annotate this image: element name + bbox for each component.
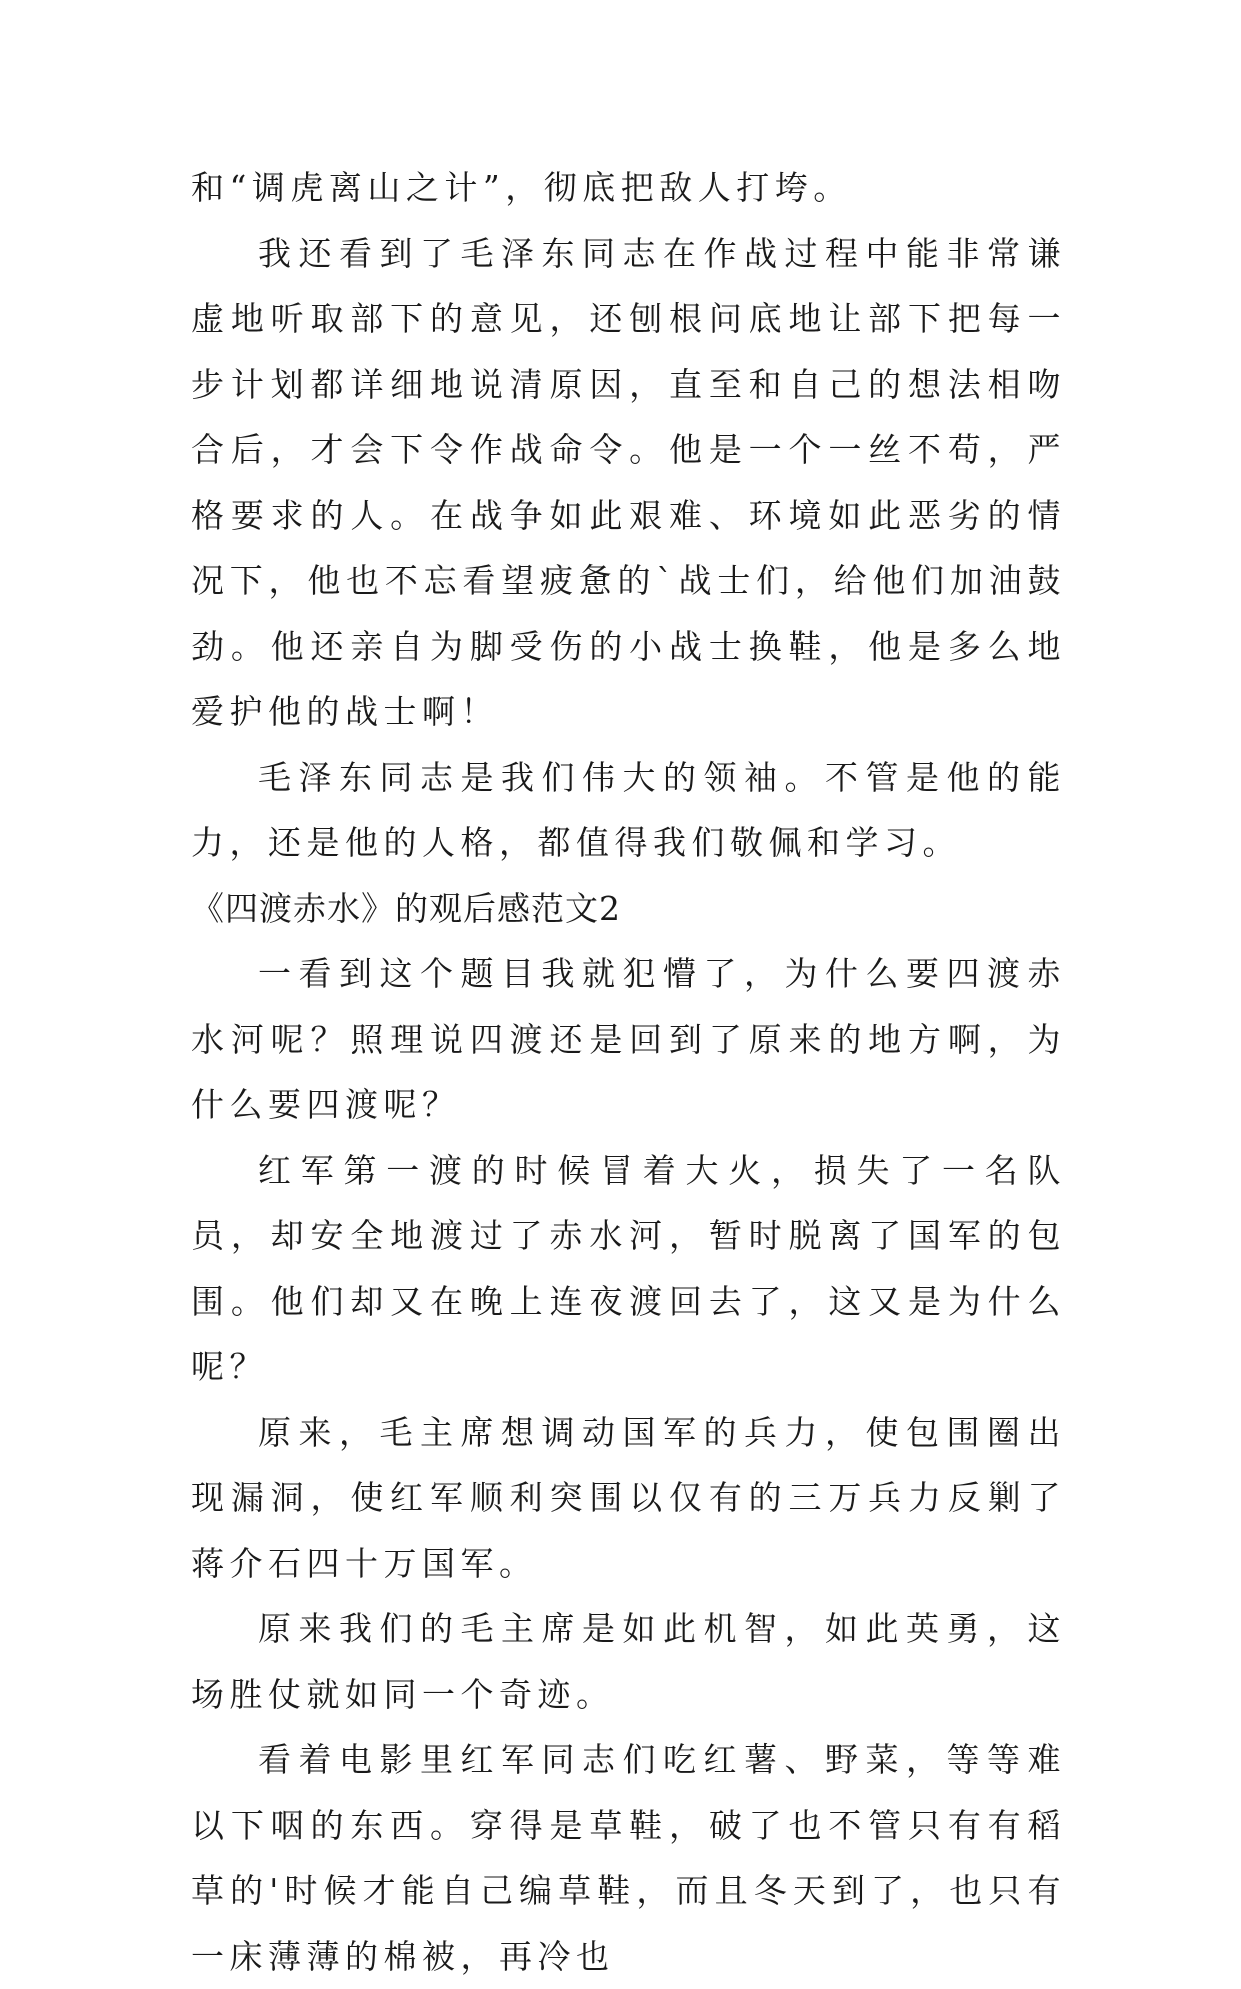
paragraph: 红军第一渡的时候冒着大火，损失了一名队员，却安全地渡过了赤水河，暂时脱离了国军的包围。他们却又在晚上连夜渡回去了，这又是为什么呢？ — [191, 1150, 1066, 1386]
paragraph: 毛泽东同志是我们伟大的领袖。不管是他的能力，还是他的人格，都值得我们敬佩和学习。 — [191, 757, 1066, 862]
document-body — [191, 155, 1066, 1989]
section-heading: 《四渡赤水》的观后感范文2 — [191, 888, 621, 928]
paragraph: 一看到这个题目我就犯懵了，为什么要四渡赤水河呢？照理说四渡还是回到了原来的地方啊，为什么要四渡呢？ — [191, 954, 1066, 1124]
paragraph: 原来我们的毛主席是如此机智，如此英勇，这场胜仗就如同一个奇迹。 — [191, 1609, 1066, 1714]
paragraph: 看着电影里红军同志们吃红薯、野菜，等等难以下咽的东西。穿得是草鞋，破了也不管只有有稻草的'时候才能自己编草鞋，而且冬天到了，也只有一床薄薄的棉被，再冷也 — [191, 1740, 1066, 1976]
paragraph: 和“调虎离山之计”，彻底把敌人打垮。 — [191, 168, 852, 207]
paragraph: 我还看到了毛泽东同志在作战过程中能非常谦虚地听取部下的意见，还刨根问底地让部下把每一步计划都详细地说清原因，直至和自己的想法相吻合后，才会下令作战命令。他是一个一丝不苟，严格要求的人。在战争如此艰难、环境如此恶劣的情况下，他也不忘看望疲惫的`战士们，给他们加油鼓劲。他还亲自为脚受伤的小战士换鞋，他是多么地爱护他的战士啊！ — [191, 233, 1066, 731]
paragraph: 原来，毛主席想调动国军的兵力，使包围圈出现漏洞，使红军顺利突围以仅有的三万兵力反剿了蒋介石四十万国军。 — [191, 1412, 1066, 1583]
